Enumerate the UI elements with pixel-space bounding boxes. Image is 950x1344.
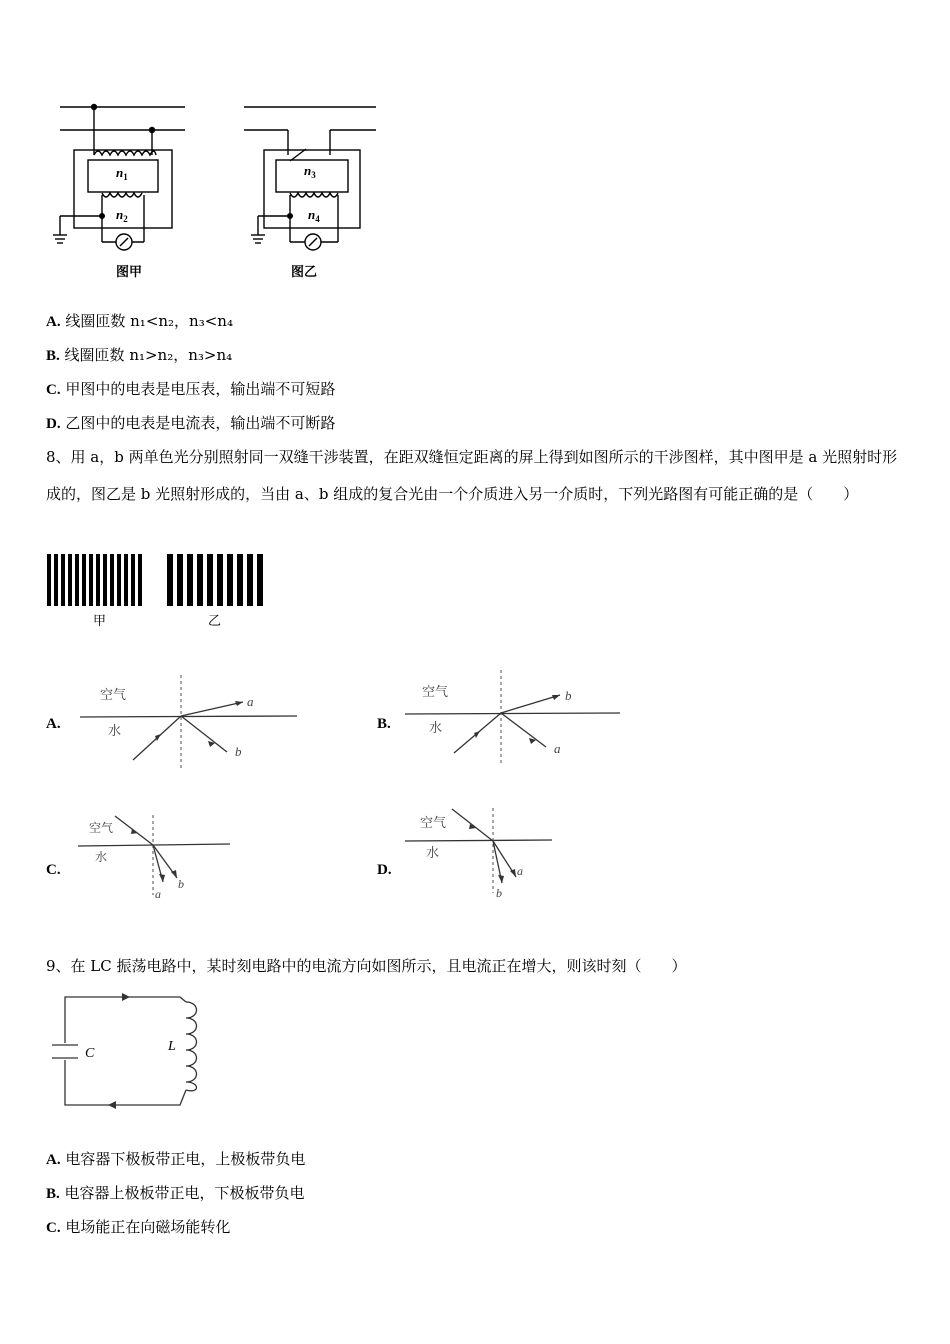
q8-stem: 8、用 a，b 两单色光分别照射同一双缝干涉装置，在距双缝恒定距离的屏上得到如图所示的干涉图样，其中图甲是 a 光照射时形成的，图乙是 b 光照射形成的，当由 a、b 组成的复合光由一个介质进入另一介质时，下列光路图有可能正确的是（ ） <box>46 448 898 503</box>
coil-label-n3: $n_3$ <box>304 163 316 180</box>
medium-bottom-label: 水 <box>95 850 108 864</box>
coil-label-n2: $n_2$ <box>116 207 128 224</box>
ray-label-upper: b <box>565 688 572 703</box>
medium-bottom-label: 水 <box>108 724 122 739</box>
medium-bottom-label: 水 <box>426 846 440 861</box>
q7-option-d: D. 乙图中的电表是电流表，输出端不可断路 <box>46 414 336 432</box>
figure-label-left: 图甲 <box>116 265 143 280</box>
lc-circuit <box>40 990 220 1115</box>
q7-option-c: C. 甲图中的电表是电压表，输出端不可短路 <box>46 380 336 398</box>
q7-option-b: B. 线圈匝数 n₁>n₂，n₃>n₄ <box>46 346 233 364</box>
fringe-label-b: 乙 <box>208 614 222 629</box>
inductor-label: L <box>168 1039 176 1054</box>
ray-label-lower: b <box>235 744 242 759</box>
medium-top-label: 空气 <box>89 821 114 835</box>
ray-label-upper: a <box>247 694 254 709</box>
figure-label-right: 图乙 <box>291 265 318 280</box>
ray-label-a: a <box>155 887 161 901</box>
medium-top-label: 空气 <box>420 816 447 831</box>
q9-stem: 9、在 LC 振荡电路中，某时刻电路中的电流方向如图所示，且电流正在增大，则该时刻（ ） <box>46 957 687 975</box>
interference-fringes <box>40 550 280 630</box>
q7-option-a: A. 线圈匝数 n₁<n₂，n₃<n₄ <box>46 312 233 330</box>
q8-option-b-letter: B. <box>377 716 391 732</box>
ray-label-b: b <box>496 886 502 900</box>
q8-option-d-letter: D. <box>377 862 392 878</box>
ray-label-b: b <box>178 877 184 891</box>
q8-option-d-diagram <box>400 803 570 903</box>
medium-bottom-label: 水 <box>429 721 443 736</box>
q9-option-c: C. 电场能正在向磁场能转化 <box>46 1218 231 1236</box>
medium-top-label: 空气 <box>422 685 449 700</box>
q9-option-b: B. 电容器上极板带正电，下极板带负电 <box>46 1184 305 1202</box>
ray-label-a: a <box>517 864 523 878</box>
transformer-figure <box>40 95 390 290</box>
q8-option-a-letter: A. <box>46 716 61 732</box>
fringe-label-a: 甲 <box>93 614 107 629</box>
coil-label-n4: $n_4$ <box>308 207 320 224</box>
q8-option-c-letter: C. <box>46 862 61 878</box>
medium-top-label: 空气 <box>100 688 127 703</box>
q8-option-b-diagram <box>400 665 630 770</box>
coil-label-n1: $n_1$ <box>116 165 128 182</box>
capacitor-label: C <box>85 1046 95 1061</box>
ray-label-lower: a <box>554 741 561 756</box>
q8-option-a-diagram <box>75 670 305 775</box>
q8-option-c-diagram <box>75 810 245 905</box>
q9-option-a: A. 电容器下极板带正电，上极板带负电 <box>46 1150 306 1168</box>
